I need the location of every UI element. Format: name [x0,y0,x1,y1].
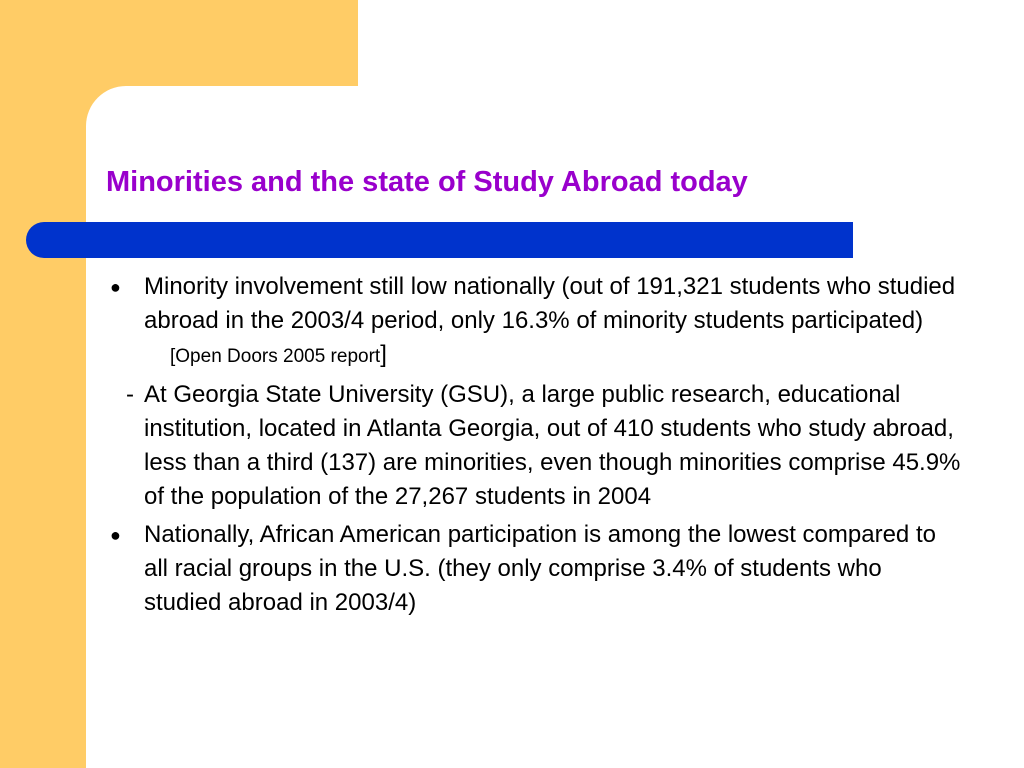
source-citation: [Open Doors 2005 report [170,346,381,367]
dash-marker: - [126,381,134,408]
slide-title: Minorities and the state of Study Abroad today [106,166,748,198]
bullet-dot-icon: ● [110,525,121,545]
source-citation-close: ] [380,341,387,368]
bullet-item [104,518,964,620]
slide-body [104,270,964,620]
title-underline-bar [26,222,853,258]
bullet-dot-icon: ● [110,277,121,297]
bullet-text: Minority involvement still low nationally (out of 191,321 students who studied abroad in the 2003/4 period, only 16.3% of minority students participated) [144,273,956,334]
decorative-left-band [0,0,86,768]
bullet-text: Nationally, African American participation is among the lowest compared to all racial groups in the U.S. (they only comprise 3.4% of students who studied abroad in 2003/4) [144,521,936,616]
sub-item-text: At Georgia State University (GSU), a large public research, educational institution, located in Atlanta Georgia, out of 410 students who study abroad, less than a third (137) are minorities, even though minorities comprise 45.9% of the population of the 27,267 students in 2004 [144,381,961,510]
bullet-item [104,270,964,374]
decorative-top-band [0,0,358,86]
decorative-corner-mask [86,86,358,166]
decorative-corner [86,86,358,166]
sub-item [104,378,964,514]
